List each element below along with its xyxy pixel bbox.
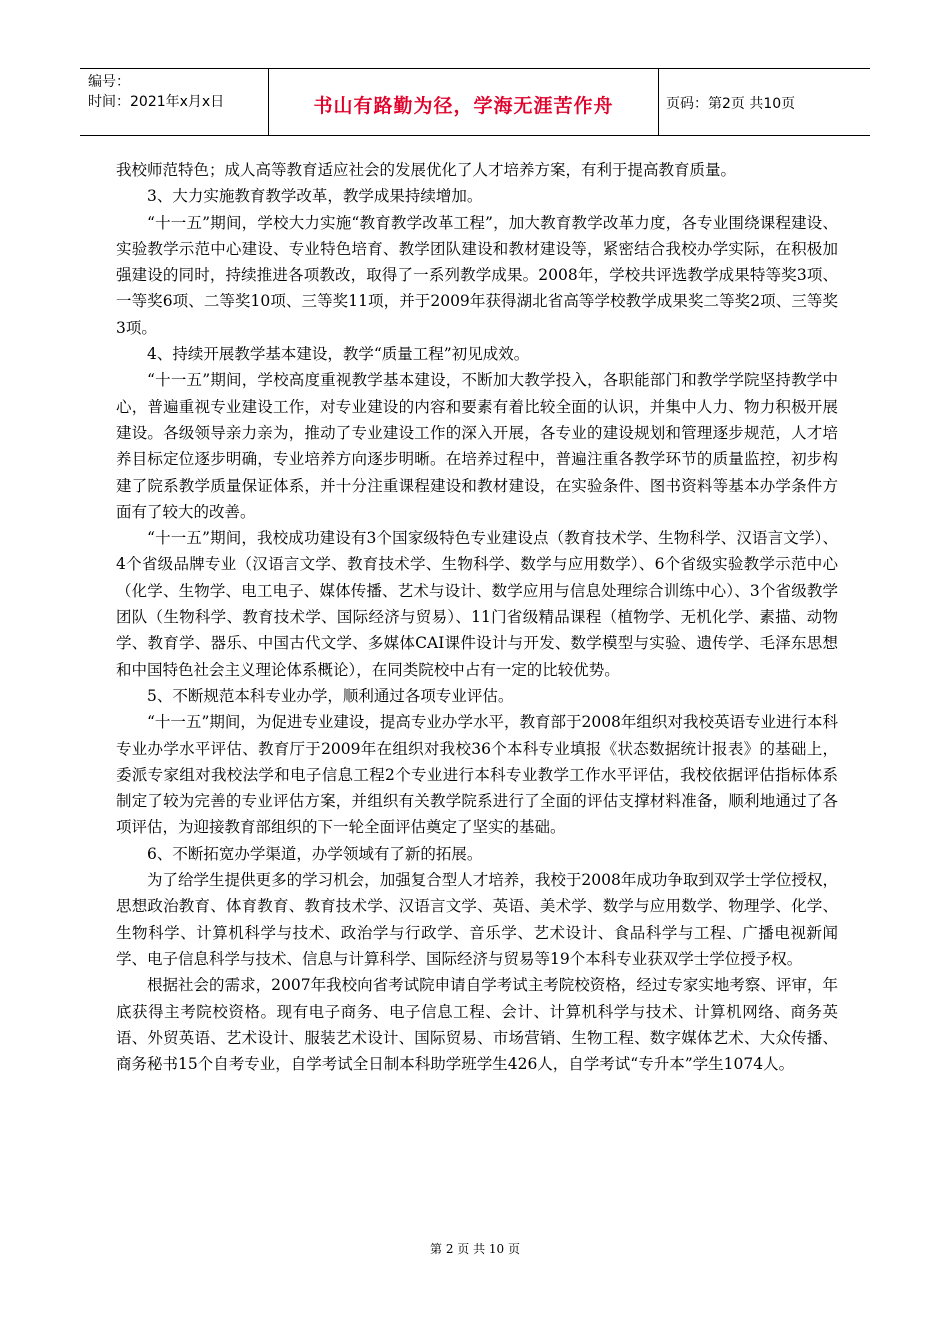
header-divider [658, 69, 659, 135]
paragraph: “十一五”期间，学校高度重视教学基本建设，不断加大教学投入，各职能部门和教学学院坚持教学中心，普遍重视专业建设工作，对专业建设的内容和要素有着比较全面的认识，并集中人力、物力积极开展建设。各级领导亲力亲为，推动了专业建设工作的深入开展，各专业的建设规划和管理逐步规范，人才培养目标定位逐步明确，专业培养方向逐步明晰。在培养过程中，普遍注重各教学环节的质量监控，初步构建了院系教学质量保证体系，并十分注重课程建设和教材建设，在实验条件、图书资料等基本办学条件方面有了较大的改善。 [116, 371, 838, 521]
paragraph: “十一五”期间，学校大力实施“教育教学改革工程”，加大教育教学改革力度，各专业围绕课程建设、实验教学示范中心建设、专业特色培育、教学团队建设和教材建设等，紧密结合我校办学实际，在积极加强建设的同时，持续推进各项教改，取得了一系列教学成果。2008年，学校共评选教学成果特等奖3项、一等奖6项、二等奖10项、三等奖11项，并于2009年获得湖北省高等学校教学成果奖二等奖2项、三等奖3项。 [116, 213, 838, 337]
paragraph: 我校师范特色；成人高等教育适应社会的发展优化了人才培养方案，有利于提高教育质量。 [116, 161, 737, 179]
header-motto: 书山有路勤为径，学海无涯苦作舟 [313, 95, 614, 117]
section-heading: 6、不断拓宽办学渠道，办学领域有了新的拓展。 [147, 844, 483, 863]
document-date: 时间：2021年x月x日 [88, 94, 225, 110]
page-footer: 第 2 页 共 10 页 [430, 1242, 520, 1256]
paragraph: 为了给学生提供更多的学习机会，加强复合型人才培养，我校于2008年成功争取到双学士学位授权，思想政治教育、体育教育、教育技术学、汉语言文学、英语、美术学、数学与应用数学、物理学、化学、生物科学、计算机科学与技术、政治学与行政学、音乐学、艺术设计、食品科学与工程、广播电视新闻学、电子信息科学与技术、信息与计算科学、国际经济与贸易等19个本科专业获双学士学位授予权。 [116, 871, 838, 968]
section-heading: 5、不断规范本科专业办学，顺利通过各项专业评估。 [147, 686, 514, 705]
paragraph: “十一五”期间，我校成功建设有3个国家级特色专业建设点（教育技术学、生物科学、汉语言文学）、4个省级品牌专业（汉语言文学、教育技术学、生物科学、数学与应用数学）、6个省级实验教学示范中心（化学、生物学、电工电子、媒体传播、艺术与设计、数学应用与信息处理综合训练中心）、3个省级教学团队（生物科学、教育技术学、国际经济与贸易）、11门省级精品课程（植物学、无机化学、素描、动物学、教育学、器乐、中国古代文学、多媒体CAI课件设计与开发、数学模型与实验、遗传学、毛泽东思想和中国特色社会主义理论体系概论），在同类院校中占有一定的比较优势。 [116, 529, 838, 679]
header-page-info: 页码：第2页 共10页 [666, 96, 796, 112]
paragraph: “十一五”期间，为促进专业建设，提高专业办学水平，教育部于2008年组织对我校英语专业进行本科专业办学水平评估、教育厅于2009年在组织对我校36个本科专业填报《状态数据统计报表》的基础上，委派专家组对我校法学和电子信息工程2个专业进行本科专业教学工作水平评估，我校依据评估指标体系制定了较为完善的专业评估方案，并组织有关教学院系进行了全面的评估支撑材料准备，顺利地通过了各项评估，为迎接教育部组织的下一轮全面评估奠定了坚实的基础。 [116, 713, 838, 837]
page-header [80, 68, 870, 136]
section-heading: 4、持续开展教学基本建设，教学“质量工程”初见成效。 [147, 345, 530, 364]
paragraph: 根据社会的需求，2007年我校向省考试院申请自学考试主考院校资格，经过专家实地考察、评审，年底获得主考院校资格。现有电子商务、电子信息工程、会计、计算机科学与技术、计算机网络、商务英语、外贸英语、艺术设计、服装艺术设计、国际贸易、市场营销、生物工程、数字媒体艺术、大众传播、商务秘书15个自考专业，自学考试全日制本科助学班学生426人，自学考试“专升本”学生1074人。 [116, 976, 838, 1074]
document-body [116, 157, 838, 1077]
header-meta [88, 72, 224, 112]
document-number-label: 编号： [88, 74, 130, 90]
section-heading: 3、大力实施教育教学改革，教学成果持续增加。 [147, 187, 483, 206]
